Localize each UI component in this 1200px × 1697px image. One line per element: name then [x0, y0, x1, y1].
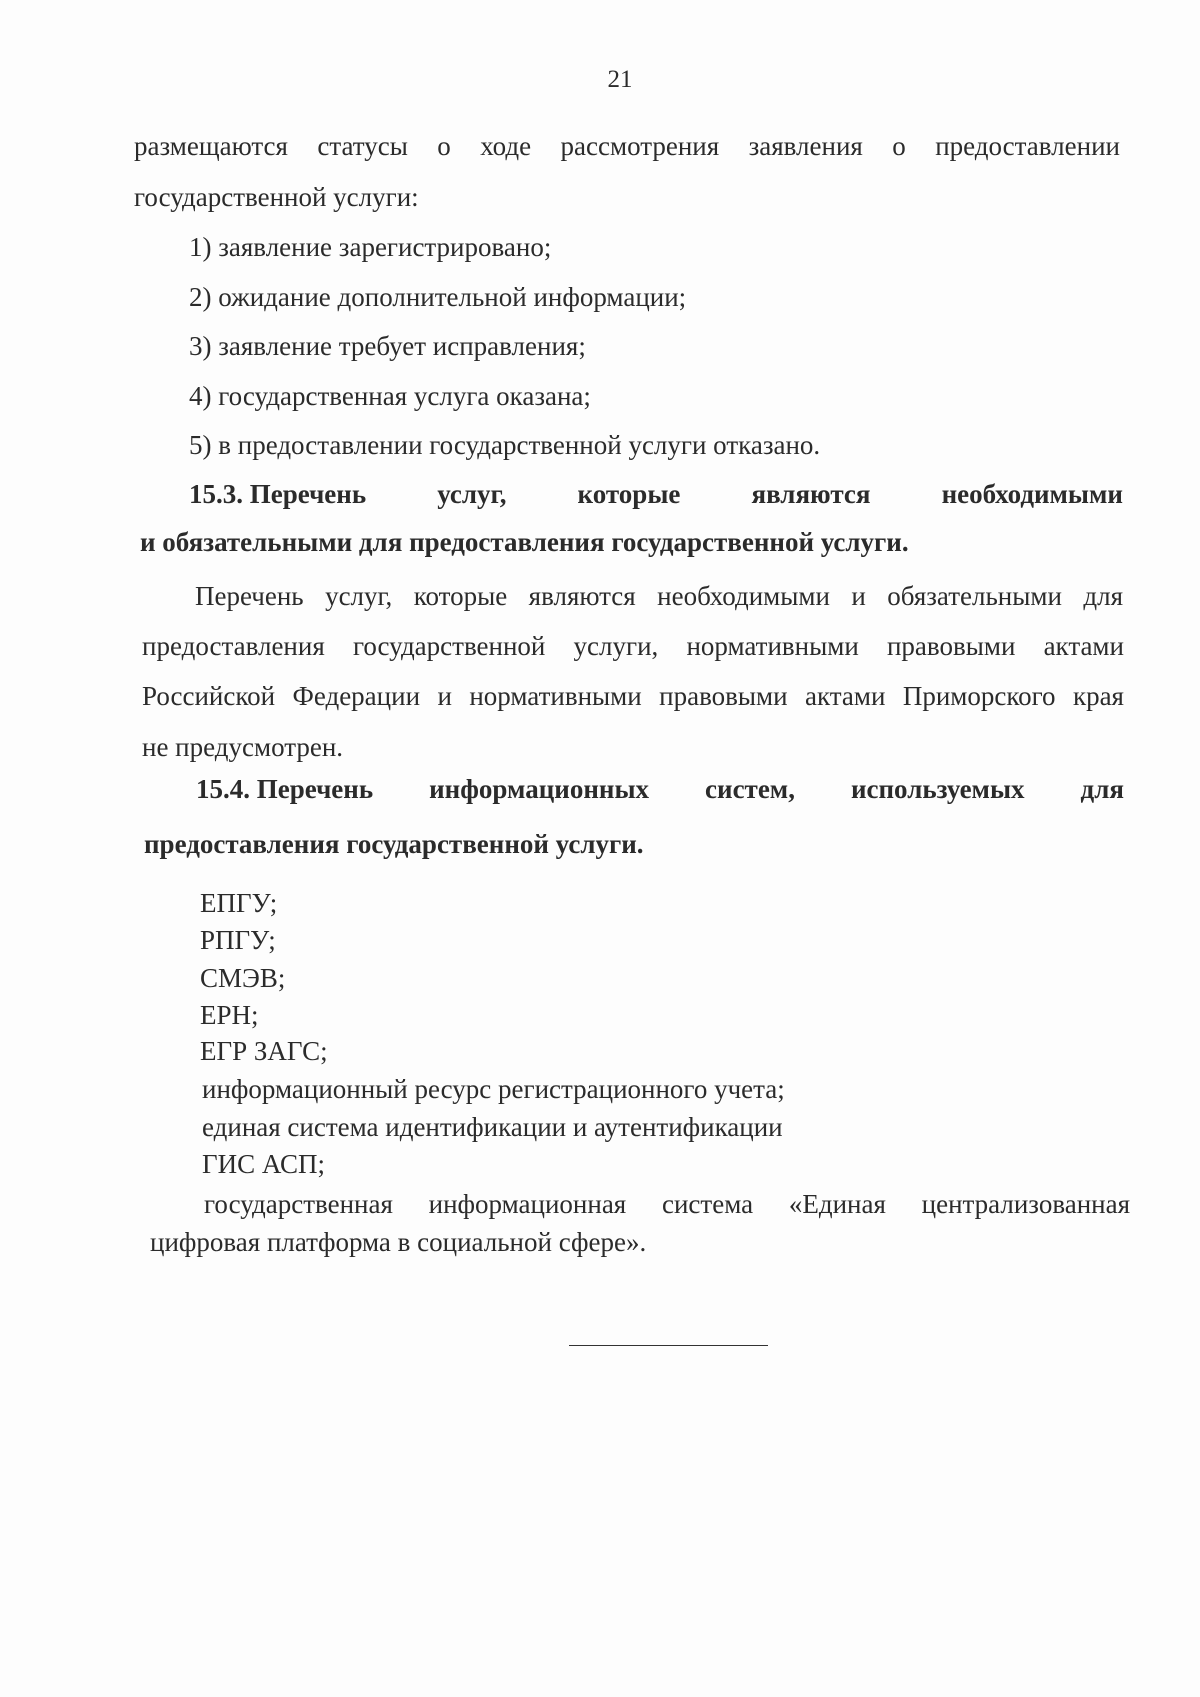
- word: Приморского: [902, 681, 1056, 711]
- word: для: [1080, 774, 1124, 804]
- section-heading-15-4-cont: предоставления государственной услуги.: [144, 829, 644, 859]
- system-item: ГИС АСП;: [202, 1149, 326, 1179]
- word: актами: [1043, 631, 1124, 661]
- word: рассмотрения: [560, 131, 720, 161]
- section-heading-15-4: [196, 773, 1124, 805]
- word: о: [437, 131, 451, 161]
- word: 15.4. Перечень: [196, 774, 374, 804]
- word: края: [1072, 681, 1124, 711]
- status-item: 4) государственная услуга оказана;: [189, 381, 591, 411]
- word: 15.3. Перечень: [189, 479, 367, 509]
- word: правовыми: [659, 681, 788, 711]
- system-item: СМЭВ;: [200, 963, 286, 993]
- word: для: [1083, 581, 1123, 611]
- word: предоставлении: [935, 131, 1120, 161]
- system-item: информационный ресурс регистрационного учета;: [202, 1074, 785, 1104]
- status-item: 3) заявление требует исправления;: [189, 331, 586, 361]
- word: нормативными: [686, 631, 859, 661]
- word: Перечень: [195, 581, 304, 611]
- word: являются: [528, 581, 636, 611]
- word: правовыми: [886, 631, 1016, 661]
- word: статусы: [317, 131, 408, 161]
- word: услуг,: [325, 581, 393, 611]
- word: заявления: [748, 131, 863, 161]
- word: Федерации: [292, 681, 421, 711]
- system-item: ЕПГУ;: [200, 888, 278, 918]
- word: информационная: [428, 1189, 627, 1219]
- system-item: [204, 1188, 1130, 1220]
- paragraph-line: не предусмотрен.: [142, 732, 344, 762]
- paragraph-line: [195, 580, 1123, 612]
- system-item: ЕГР ЗАГС;: [200, 1036, 328, 1066]
- word: необходимыми: [657, 581, 830, 611]
- word: обязательными: [887, 581, 1062, 611]
- word: о: [892, 131, 906, 161]
- status-item: 1) заявление зарегистрировано;: [189, 232, 552, 262]
- word: необходимыми: [941, 479, 1123, 509]
- word: услуг,: [437, 479, 507, 509]
- system-item: РПГУ;: [200, 925, 276, 955]
- section-heading-15-3: [189, 478, 1123, 510]
- paragraph-line: государственной услуги:: [134, 182, 419, 212]
- word: предоставления: [142, 631, 325, 661]
- section-heading-15-3-cont: и обязательными для предоставления государственной услуги.: [140, 527, 909, 557]
- page-number: 21: [607, 66, 633, 93]
- word: являются: [751, 479, 871, 509]
- system-item: ЕРН;: [200, 1000, 259, 1030]
- system-item-cont: цифровая платформа в социальной сфере».: [150, 1227, 647, 1257]
- word: и: [437, 681, 452, 711]
- word: государственной: [352, 631, 546, 661]
- word: которые: [577, 479, 681, 509]
- word: систем,: [705, 774, 795, 804]
- word: Российской: [142, 681, 276, 711]
- word: централизованная: [921, 1189, 1130, 1219]
- word: информационных: [429, 774, 650, 804]
- word: которые: [413, 581, 508, 611]
- word: размещаются: [134, 131, 288, 161]
- paragraph-line: [134, 130, 1120, 162]
- word: нормативными: [469, 681, 642, 711]
- word: государственная: [204, 1189, 393, 1219]
- word: система: [662, 1189, 754, 1219]
- paragraph-line: [142, 680, 1124, 712]
- word: и: [851, 581, 866, 611]
- word: ходе: [480, 131, 532, 161]
- status-item: 2) ожидание дополнительной информации;: [189, 282, 687, 312]
- status-item: 5) в предоставлении государственной услуги отказано.: [189, 430, 821, 460]
- system-item: единая система идентификации и аутентификации: [202, 1112, 783, 1142]
- closing-rule: [569, 1345, 768, 1346]
- word: используемых: [850, 774, 1025, 804]
- word: «Единая: [788, 1189, 886, 1219]
- word: актами: [805, 681, 886, 711]
- paragraph-line: [142, 630, 1124, 662]
- word: услуги,: [573, 631, 659, 661]
